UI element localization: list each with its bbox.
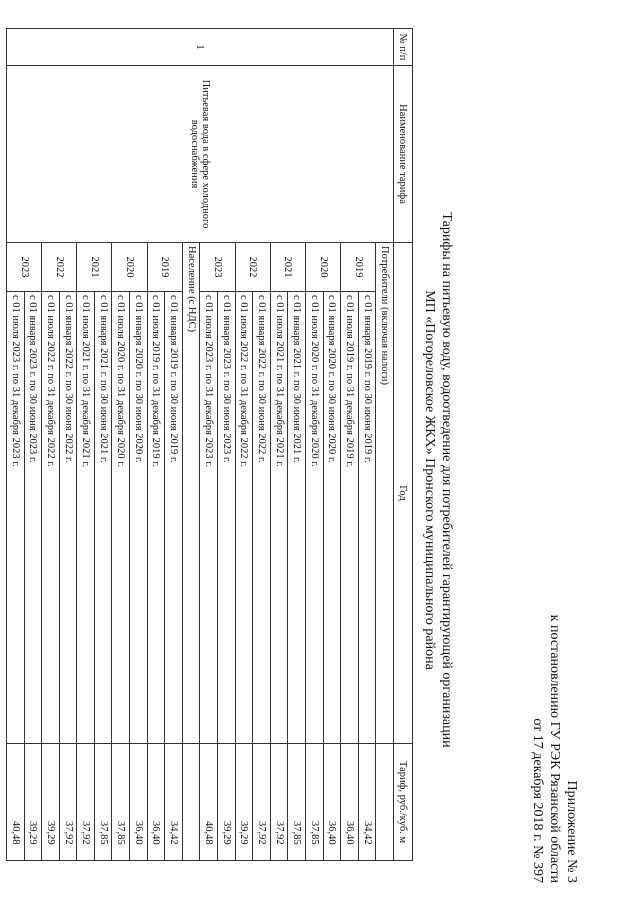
period-cell: с 01 января 2020 г. по 30 июня 2020 г. [323, 292, 341, 744]
period-cell: с 01 июля 2021 г. по 31 декабря 2021 г. [77, 292, 95, 744]
header-num: № п/п [394, 29, 413, 66]
tariff-value: 34,42 [361, 821, 373, 845]
table-body [6, 29, 393, 861]
tariff-value: 37,92 [80, 821, 92, 845]
year-cell: 2022 [235, 243, 270, 292]
appendix-resolution: к постановлению ГУ РЭК Рязанской области [547, 614, 562, 883]
empty-tariff-cell [376, 744, 394, 861]
title-line-1: Тарифы на питьевую воду, водоотведение для потребителей гарантирующей организации [439, 212, 454, 748]
tariff-cell [270, 744, 288, 861]
tariff-value: 37,92 [256, 821, 268, 845]
tariff-cell [235, 744, 253, 861]
appendix-number: Приложение № 3 [564, 780, 579, 883]
year-cell: 2022 [42, 243, 77, 292]
tariff-value: 39,29 [238, 821, 250, 845]
tariff-cell [288, 744, 306, 861]
period-cell: с 01 июля 2022 г. по 31 декабря 2022 г. [42, 292, 60, 744]
tariff-cell [165, 744, 183, 861]
year-cell: 2020 [112, 243, 147, 292]
period-cell: с 01 января 2019 г. по 30 июня 2019 г. [358, 292, 376, 744]
tariff-cell [323, 744, 341, 861]
appendix-block [529, 615, 580, 883]
tariff-table [6, 28, 413, 861]
tariff-value: 36,40 [326, 821, 338, 845]
row-number: 1 [6, 29, 393, 66]
tariff-value: 36,40 [150, 821, 162, 845]
year-cell: 2021 [77, 243, 112, 292]
year-cell: 2023 [200, 243, 235, 292]
tariff-value: 40,48 [9, 821, 21, 845]
period-cell: с 01 января 2022 г. по 30 июня 2022 г. [253, 292, 271, 744]
period-cell: с 01 июля 2021 г. по 31 декабря 2021 г. [270, 292, 288, 744]
tariff-cell [306, 744, 324, 861]
tariff-value: 37,92 [273, 821, 285, 845]
tariff-cell [253, 744, 271, 861]
period-cell: с 01 января 2023 г. по 30 июня 2023 г. [24, 292, 42, 744]
year-cell: 2021 [270, 243, 305, 292]
tariff-value: 39,29 [44, 821, 56, 845]
tariff-cell [358, 744, 376, 861]
period-cell: с 01 января 2022 г. по 30 июня 2022 г. [59, 292, 77, 744]
header-tariff: Тариф, руб./куб. м [394, 744, 413, 861]
document-title [421, 170, 455, 790]
tariff-cell [147, 744, 165, 861]
year-cell: 2020 [306, 243, 341, 292]
tariff-cell [59, 744, 77, 861]
period-cell: с 01 июля 2022 г. по 31 декабря 2022 г. [235, 292, 253, 744]
tariff-cell [130, 744, 148, 861]
group-label: Население (с НДС) [182, 243, 200, 744]
tariff-cell [77, 744, 95, 861]
period-cell: с 01 января 2021 г. по 30 июня 2021 г. [94, 292, 112, 744]
period-cell: с 01 января 2023 г. по 30 июня 2023 г. [218, 292, 236, 744]
period-cell: с 01 июля 2023 г. по 31 декабря 2023 г. [6, 292, 24, 744]
tariff-cell [200, 744, 218, 861]
period-cell: с 01 июля 2023 г. по 31 декабря 2023 г. [200, 292, 218, 744]
tariff-cell [218, 744, 236, 861]
tariff-value: 37,85 [97, 821, 109, 845]
tariff-value: 36,40 [132, 821, 144, 845]
tariff-value: 37,85 [291, 821, 303, 845]
tariff-value: 39,29 [220, 821, 232, 845]
period-cell: с 01 июля 2019 г. по 31 декабря 2019 г. [341, 292, 359, 744]
tariff-value: 39,29 [27, 821, 39, 845]
tariff-cell [24, 744, 42, 861]
tariff-value: 40,48 [203, 821, 215, 845]
year-cell: 2019 [147, 243, 182, 292]
table-header-row [394, 29, 413, 861]
period-cell: с 01 июля 2020 г. по 31 декабря 2020 г. [112, 292, 130, 744]
empty-tariff-cell [182, 744, 200, 861]
period-cell: с 01 января 2021 г. по 30 июня 2021 г. [288, 292, 306, 744]
period-cell: с 01 июля 2020 г. по 31 декабря 2020 г. [306, 292, 324, 744]
period-cell: с 01 июля 2019 г. по 31 декабря 2019 г. [147, 292, 165, 744]
tariff-value: 34,42 [168, 821, 180, 845]
header-name: Наименование тарифа [394, 66, 413, 243]
year-cell: 2023 [6, 243, 41, 292]
year-cell: 2019 [341, 243, 376, 292]
header-year: Год [394, 243, 413, 744]
tariff-name: Питьевая вода в сфере холодного водоснабжения [6, 66, 393, 243]
period-cell: с 01 января 2019 г. по 30 июня 2019 г. [165, 292, 183, 744]
tariff-cell [94, 744, 112, 861]
tariff-value: 37,85 [308, 821, 320, 845]
period-cell: с 01 января 2020 г. по 30 июня 2020 г. [130, 292, 148, 744]
group-header-row [376, 29, 394, 861]
tariff-value: 37,92 [62, 821, 74, 845]
tariff-cell [6, 744, 24, 861]
tariff-cell [42, 744, 60, 861]
title-line-2: МП «Погореловское ЖКХ» Пронского муниципального района [422, 290, 437, 670]
tariff-cell [112, 744, 130, 861]
tariff-cell [341, 744, 359, 861]
tariff-value: 36,40 [344, 821, 356, 845]
tariff-value: 37,85 [115, 821, 127, 845]
group-label: Потребители (включая налоги) [376, 243, 394, 744]
appendix-date: от 17 декабря 2018 г. № 397 [530, 718, 545, 883]
